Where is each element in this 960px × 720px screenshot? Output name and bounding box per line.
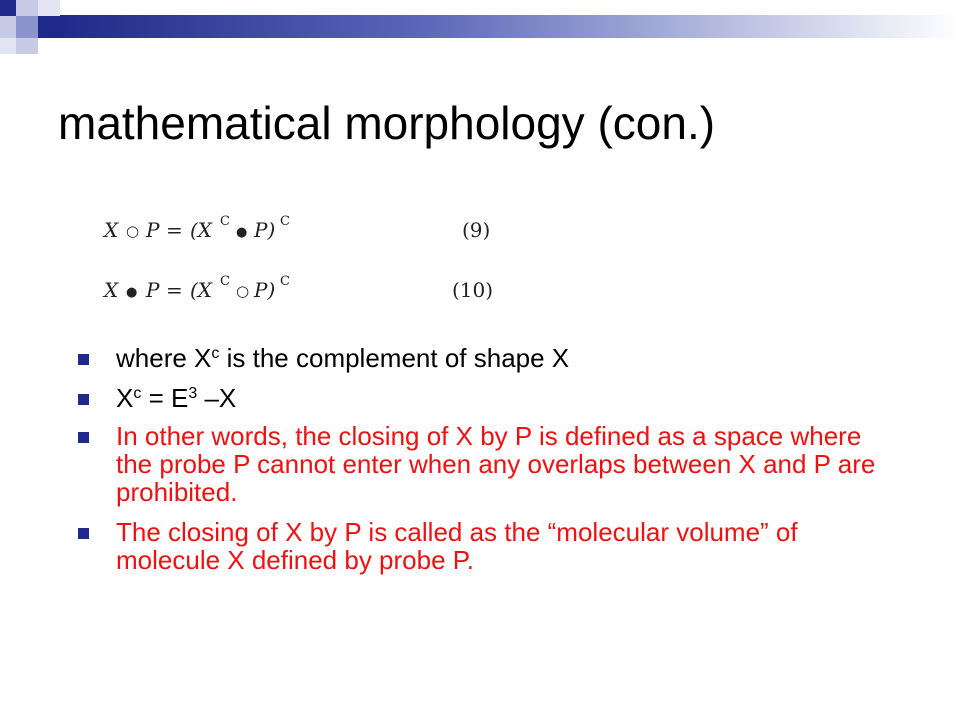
bullet-item [78, 518, 878, 574]
formula-9-number: (9) [462, 218, 491, 242]
bullet-text: = E [141, 383, 189, 413]
header-gradient-band [60, 15, 960, 38]
formula-10-number: (10) [452, 278, 494, 302]
bullet-superscript: c [133, 385, 142, 402]
formula-10-op-closed-icon: ● [126, 285, 138, 300]
formula-9-eq: = [166, 218, 183, 242]
square-bullet-icon [78, 394, 89, 405]
bullet-text: X [116, 383, 134, 413]
formula-10-sup1: C [220, 274, 230, 289]
bullet-superscript: 3 [188, 385, 198, 402]
bullet-text: where X [116, 343, 212, 373]
bullet-item [78, 422, 878, 506]
bullet-list [78, 344, 878, 586]
bullet-superscript: c [211, 345, 220, 362]
bullet-item [78, 384, 878, 412]
formula-9-p: P [146, 218, 160, 242]
formula-9 [102, 214, 490, 242]
formula-10-sup2: C [280, 274, 290, 289]
formula-10-close: P) [254, 278, 276, 302]
decor-square [0, 38, 16, 54]
formula-9-x: X [104, 218, 119, 242]
decor-square [16, 16, 38, 38]
formula-image [100, 205, 520, 315]
formula-10-p: P [146, 278, 160, 302]
formula-10-eq: = [166, 278, 183, 302]
square-bullet-icon [78, 528, 89, 539]
decor-square [16, 0, 38, 16]
bullet-text: –X [197, 383, 237, 413]
decor-square [38, 0, 60, 16]
decor-square [38, 16, 60, 38]
formula-9-sup2: C [280, 214, 290, 229]
bullet-text: is the complement of shape X [219, 343, 570, 373]
formula-9-open: (X [190, 218, 213, 242]
formula-10-open: (X [190, 278, 213, 302]
formula-10-op-open-icon: ○ [236, 282, 250, 300]
formula-10-x: X [104, 278, 119, 302]
decor-square [0, 0, 16, 16]
decor-square [16, 38, 38, 54]
formula-9-close: P) [254, 218, 276, 242]
formula-9-op-open-icon: ○ [126, 222, 140, 240]
decor-square [0, 16, 16, 38]
formula-9-sup1: C [220, 214, 230, 229]
square-bullet-icon [78, 354, 89, 365]
slide-title: mathematical morphology (con.) [58, 97, 716, 149]
bullet-text: In other words, the closing of X by P is defined as a space where the probe P cannot enter when any overlaps between X and P are prohibited. [116, 421, 876, 507]
formula-10 [102, 274, 493, 302]
formula-9-op-closed-icon: ● [236, 225, 248, 240]
bullet-item [78, 344, 878, 372]
bullet-text: The closing of X by P is called as the “molecular volume” of molecule X defined by probe P. [116, 517, 798, 575]
square-bullet-icon [78, 432, 89, 443]
